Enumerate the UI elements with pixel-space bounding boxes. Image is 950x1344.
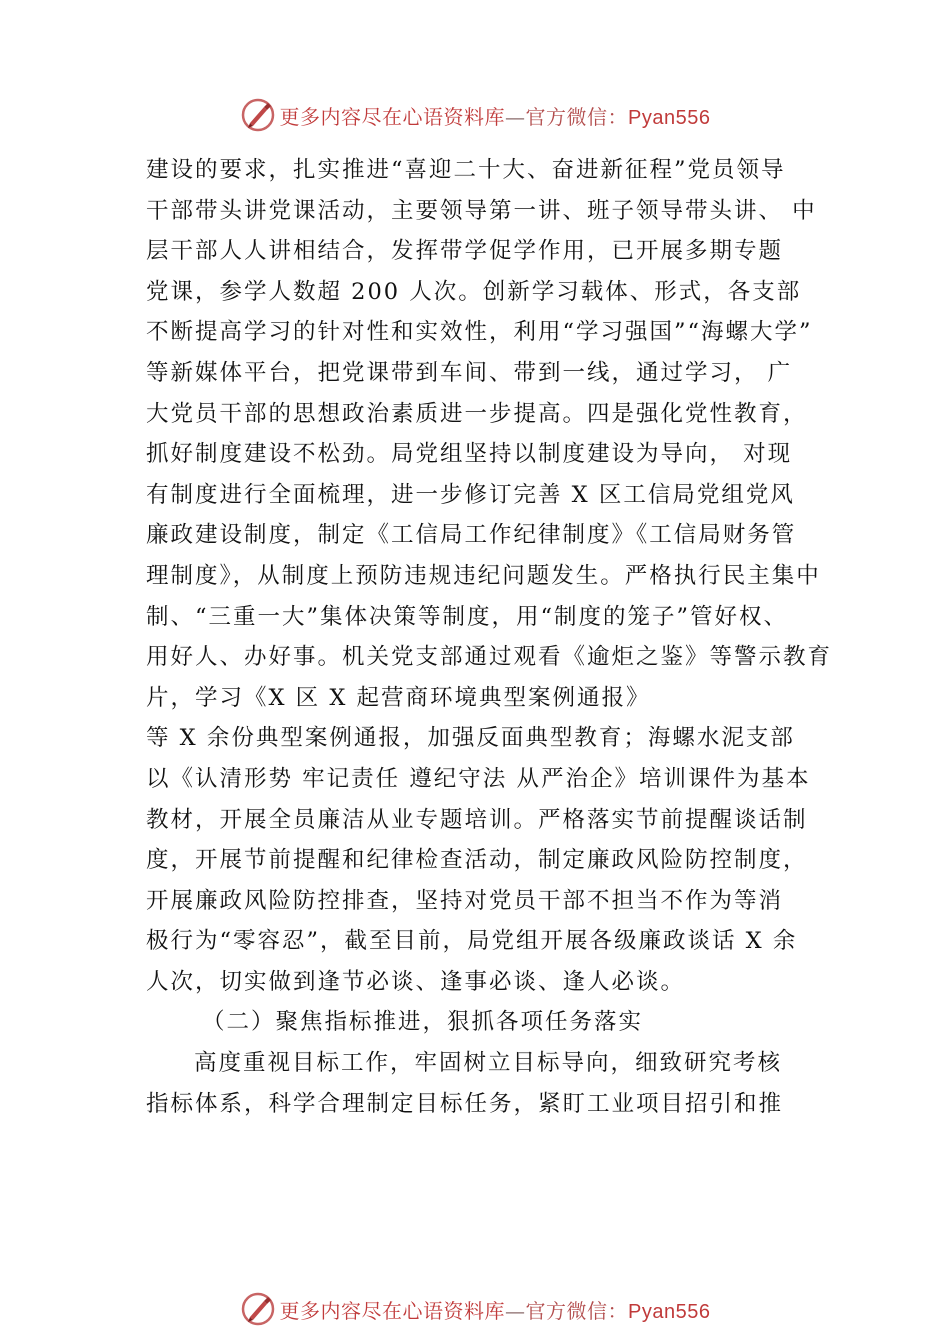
text-line: 度，开展节前提醒和纪律检查活动，制定廉政风险防控制度， [146,847,808,874]
pen-logo-icon [240,1291,276,1327]
text-line: 制、“三重一大”集体决策等制度，用“制度的笼子”管好权、 [146,603,789,630]
text-line: 有制度进行全面梳理，进一步修订完善 X 区工信局党组党风 [146,481,795,508]
text-line: 层干部人人讲相结合，发挥带学促学作用，已开展多期专题 [146,238,784,265]
text-line: 等新媒体平台，把党课带到车间、带到一线，通过学习， 广 [146,359,793,386]
pen-logo-icon [240,97,276,133]
text-line: 指标体系，科学合理制定目标任务，紧盯工业项目招引和推 [146,1090,784,1117]
section-heading: （二）聚焦指标推进，狠抓各项任务落实 [202,1009,644,1036]
watermark-site: 更多内容尽在心语资料库 [279,104,506,129]
watermark-text [280,101,711,130]
text-line: 以《认清形势 牢记责任 遵纪守法 从严治企》培训课件为基本 [146,765,811,792]
text-line: 理制度》，从制度上预防违规违纪问题发生。严格执行民主集中 [146,562,821,589]
watermark-header [0,95,950,135]
watermark-wechat-label: 官方微信： [525,1298,629,1323]
watermark-wechat-id: Pyan556 [628,106,711,129]
text-line: 不断提高学习的针对性和实效性，利用“学习强国”“海螺大学” [146,319,813,346]
text-line: 抓好制度建设不松劲。局党组坚持以制度建设为导向， 对现 [146,441,793,468]
watermark-dash: — [505,104,526,129]
text-line: 干部带头讲党课活动，主要领导第一讲、班子领导带头讲、 中 [146,197,817,224]
document-body [146,150,833,1124]
text-line: 人次，切实做到逢节必谈、逢事必谈、逢人必谈。 [146,968,686,995]
watermark-text [280,1295,711,1324]
paragraph-2 [146,1043,826,1124]
watermark-footer [0,1289,950,1329]
text-line: 教材，开展全员廉洁从业专题培训。严格落实节前提醒谈话制 [146,806,808,833]
watermark-dash: — [505,1298,526,1323]
text-line: 大党员干部的思想政治素质进一步提高。四是强化党性教育， [146,400,808,427]
watermark-site: 更多内容尽在心语资料库 [279,1298,506,1323]
text-line: 等 X 余份典型案例通报，加强反面典型教育；海螺水泥支部 [146,725,795,752]
text-line: 极行为“零容忍”，截至目前，局党组开展各级廉政谈话 X 余 [146,928,798,955]
watermark-wechat-id: Pyan556 [628,1300,711,1323]
text-line: 廉政建设制度，制定《工信局工作纪律制度》《工信局财务管 [146,522,797,549]
text-line: 片，学习《X 区 X 起营商环境典型案例通报》 [146,684,651,711]
watermark-wechat-label: 官方微信： [525,104,629,129]
paragraph-1 [146,150,833,1002]
text-line: 高度重视目标工作，牢固树立目标导向，细致研究考核 [194,1050,783,1077]
text-line: 建设的要求，扎实推进“喜迎二十大、奋进新征程”党员领导 [146,157,786,183]
text-line: 开展廉政风险防控排查，坚持对党员干部不担当不作为等消 [146,887,784,914]
text-line: 党课，参学人数超 200 人次。创新学习载体、形式，各支部 [146,278,802,305]
text-line: 用好人、办好事。机关党支部通过观看《逾炬之鉴》等警示教育 [146,644,833,671]
